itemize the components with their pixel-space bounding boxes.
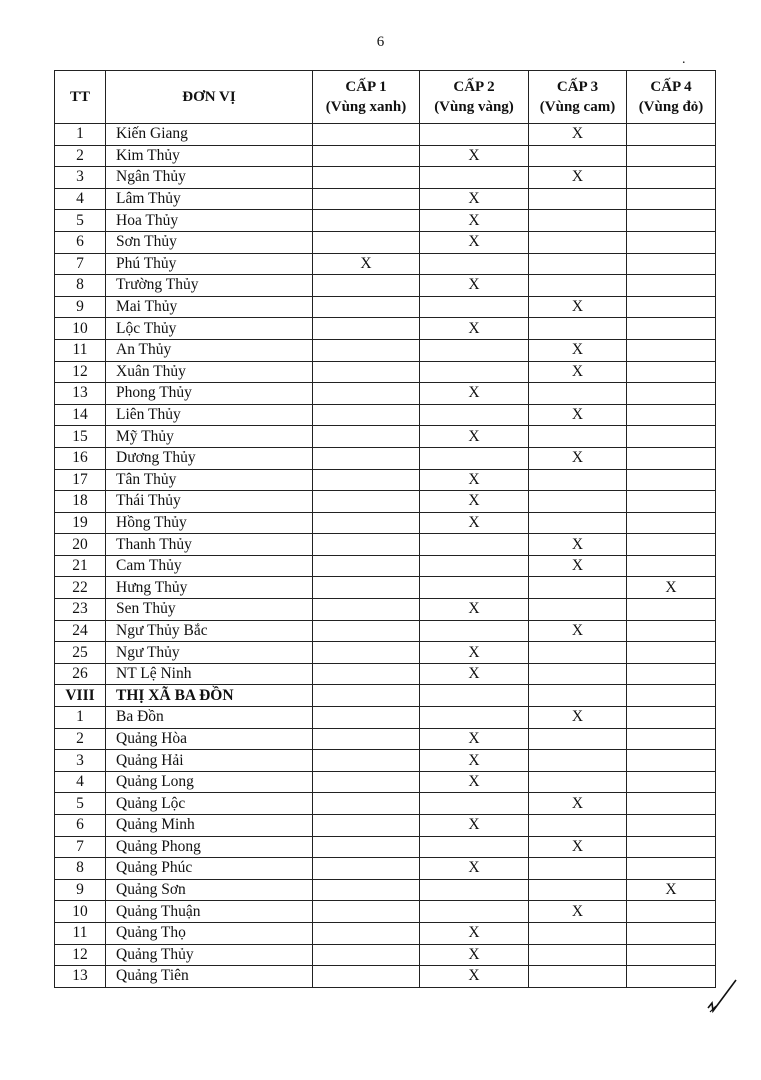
level-2-cell [420, 447, 529, 469]
level-3-cell [529, 253, 627, 275]
unit-name: Phú Thủy [106, 253, 313, 275]
row-number: 21 [55, 555, 106, 577]
table-row [55, 447, 716, 469]
level-3-cell [529, 815, 627, 837]
row-number: 3 [55, 167, 106, 189]
level-1-cell [313, 620, 420, 642]
unit-name: Quảng Long [106, 771, 313, 793]
level-3-cell [529, 663, 627, 685]
unit-name: Lâm Thủy [106, 188, 313, 210]
unit-name: Hưng Thủy [106, 577, 313, 599]
level-3-cell [529, 879, 627, 901]
level-1-cell [313, 512, 420, 534]
level-2-cell: X [420, 469, 529, 491]
level-2-cell: X [420, 426, 529, 448]
unit-name: Quảng Hải [106, 750, 313, 772]
header-level-3: CẤP 3 (Vùng cam) [529, 71, 627, 124]
level-1-cell [313, 642, 420, 664]
level-3-cell [529, 512, 627, 534]
level-2-cell: X [420, 491, 529, 513]
table-row [55, 296, 716, 318]
level-3-cell [529, 577, 627, 599]
level-1-cell [313, 771, 420, 793]
unit-name: Trường Thủy [106, 275, 313, 297]
level-1-cell [313, 188, 420, 210]
row-number: 2 [55, 728, 106, 750]
level-1-cell [313, 555, 420, 577]
level-3-cell: X [529, 707, 627, 729]
row-number: 9 [55, 879, 106, 901]
unit-name: Quảng Thủy [106, 944, 313, 966]
level-4-cell: X [627, 577, 716, 599]
table-row [55, 534, 716, 556]
level-4-cell [627, 404, 716, 426]
header-level-2: CẤP 2 (Vùng vàng) [420, 71, 529, 124]
level-4-cell [627, 188, 716, 210]
level-4-cell [627, 771, 716, 793]
row-number: 6 [55, 231, 106, 253]
level-2-cell: X [420, 145, 529, 167]
level-3-cell: X [529, 339, 627, 361]
level-4-cell [627, 231, 716, 253]
level-3-cell [529, 966, 627, 988]
level-3-cell [529, 210, 627, 232]
level-4-cell [627, 815, 716, 837]
level-2-cell [420, 879, 529, 901]
table-row [55, 426, 716, 448]
row-number: 9 [55, 296, 106, 318]
section-row [55, 685, 716, 707]
level-2-cell: X [420, 512, 529, 534]
level-1-cell [313, 815, 420, 837]
level-3-cell: X [529, 901, 627, 923]
row-number: 12 [55, 944, 106, 966]
level-1-cell [313, 231, 420, 253]
unit-name: Quảng Hòa [106, 728, 313, 750]
level-4-cell [627, 836, 716, 858]
row-number: 2 [55, 145, 106, 167]
level-3-cell [529, 491, 627, 513]
level-3-cell [529, 728, 627, 750]
level-3-cell: X [529, 404, 627, 426]
level-4-cell [627, 901, 716, 923]
level-4-cell [627, 426, 716, 448]
level-2-cell: X [420, 858, 529, 880]
level-4-cell [627, 361, 716, 383]
table-row [55, 771, 716, 793]
level-4-cell [627, 922, 716, 944]
unit-name: Hồng Thủy [106, 512, 313, 534]
unit-name: Thanh Thủy [106, 534, 313, 556]
level-3-cell [529, 231, 627, 253]
table-row [55, 361, 716, 383]
level-2-cell: X [420, 383, 529, 405]
level-2-cell [420, 361, 529, 383]
level-4-cell [627, 534, 716, 556]
level-1-cell [313, 577, 420, 599]
level-4-cell [627, 620, 716, 642]
unit-name: Quảng Tiên [106, 966, 313, 988]
level-2-cell [420, 901, 529, 923]
row-number: 8 [55, 858, 106, 880]
level-3-cell [529, 685, 627, 707]
table-row [55, 944, 716, 966]
level-1-cell [313, 750, 420, 772]
table-row [55, 793, 716, 815]
unit-name: Kim Thủy [106, 145, 313, 167]
table-row [55, 383, 716, 405]
level-1-cell [313, 145, 420, 167]
row-number: 24 [55, 620, 106, 642]
unit-name: Lộc Thủy [106, 318, 313, 340]
table-row [55, 836, 716, 858]
level-3-cell [529, 383, 627, 405]
level-1-cell [313, 383, 420, 405]
row-number: 13 [55, 966, 106, 988]
table-row [55, 512, 716, 534]
header-level-4: CẤP 4 (Vùng đỏ) [627, 71, 716, 124]
unit-name: Kiến Giang [106, 124, 313, 146]
unit-name: Quảng Thuận [106, 901, 313, 923]
stray-mark: . [682, 52, 686, 67]
signature-mark [700, 978, 740, 1018]
level-3-cell: X [529, 620, 627, 642]
row-number: 26 [55, 663, 106, 685]
level-1-cell [313, 685, 420, 707]
table-row [55, 124, 716, 146]
table-row [55, 901, 716, 923]
table-row [55, 879, 716, 901]
level-2-cell: X [420, 922, 529, 944]
unit-name: Ngư Thủy [106, 642, 313, 664]
level-1-cell [313, 339, 420, 361]
level-4-cell [627, 491, 716, 513]
level-2-cell [420, 296, 529, 318]
unit-name: Hoa Thủy [106, 210, 313, 232]
level-1-cell [313, 534, 420, 556]
level-1-cell [313, 426, 420, 448]
level-2-cell: X [420, 231, 529, 253]
level-4-cell [627, 318, 716, 340]
level-2-cell [420, 793, 529, 815]
row-number: 6 [55, 815, 106, 837]
level-2-cell [420, 167, 529, 189]
row-number: 3 [55, 750, 106, 772]
level-3-cell [529, 318, 627, 340]
level-3-cell [529, 145, 627, 167]
table-row [55, 750, 716, 772]
level-2-cell: X [420, 599, 529, 621]
row-number: 19 [55, 512, 106, 534]
header-tt: TT [55, 71, 106, 124]
level-1-cell [313, 944, 420, 966]
level-4-cell [627, 555, 716, 577]
level-2-cell: X [420, 210, 529, 232]
level-2-cell [420, 404, 529, 426]
page-number: 6 [376, 34, 385, 50]
unit-name: Quảng Minh [106, 815, 313, 837]
table-row [55, 555, 716, 577]
row-number: 11 [55, 339, 106, 361]
table-row [55, 491, 716, 513]
level-4-cell [627, 858, 716, 880]
level-1-cell [313, 663, 420, 685]
header-level-1: CẤP 1 (Vùng xanh) [313, 71, 420, 124]
unit-name: Mỹ Thủy [106, 426, 313, 448]
table-row [55, 966, 716, 988]
level-4-cell [627, 447, 716, 469]
zone-classification-table [54, 70, 716, 988]
level-3-cell [529, 771, 627, 793]
level-2-cell [420, 577, 529, 599]
row-number: 10 [55, 318, 106, 340]
level-3-cell [529, 469, 627, 491]
level-4-cell [627, 296, 716, 318]
row-number: 23 [55, 599, 106, 621]
level-4-cell: X [627, 879, 716, 901]
level-2-cell [420, 620, 529, 642]
level-2-cell: X [420, 750, 529, 772]
level-4-cell [627, 642, 716, 664]
row-number: 18 [55, 491, 106, 513]
level-1-cell [313, 318, 420, 340]
level-4-cell [627, 728, 716, 750]
level-1-cell [313, 124, 420, 146]
row-number: 7 [55, 836, 106, 858]
row-number: 8 [55, 275, 106, 297]
row-number: 14 [55, 404, 106, 426]
row-number: 25 [55, 642, 106, 664]
level-1-cell [313, 599, 420, 621]
table-row [55, 728, 716, 750]
row-number: VIII [55, 685, 106, 707]
level-1-cell [313, 167, 420, 189]
level-2-cell: X [420, 771, 529, 793]
level-4-cell [627, 124, 716, 146]
table-row [55, 253, 716, 275]
table-row [55, 858, 716, 880]
level-3-cell: X [529, 124, 627, 146]
level-4-cell [627, 707, 716, 729]
level-4-cell [627, 167, 716, 189]
level-2-cell [420, 707, 529, 729]
level-1-cell [313, 491, 420, 513]
level-4-cell [627, 599, 716, 621]
unit-name: Sơn Thủy [106, 231, 313, 253]
level-3-cell [529, 275, 627, 297]
table-header-row [55, 71, 716, 124]
level-1-cell [313, 404, 420, 426]
unit-name: Ngân Thủy [106, 167, 313, 189]
level-2-cell: X [420, 188, 529, 210]
level-3-cell: X [529, 836, 627, 858]
level-3-cell: X [529, 447, 627, 469]
level-2-cell: X [420, 966, 529, 988]
level-4-cell [627, 944, 716, 966]
level-1-cell [313, 901, 420, 923]
level-3-cell [529, 188, 627, 210]
table-row [55, 922, 716, 944]
unit-name: Sen Thủy [106, 599, 313, 621]
row-number: 7 [55, 253, 106, 275]
level-1-cell [313, 296, 420, 318]
level-3-cell [529, 750, 627, 772]
table-row [55, 210, 716, 232]
level-2-cell: X [420, 663, 529, 685]
row-number: 5 [55, 793, 106, 815]
level-4-cell [627, 145, 716, 167]
level-2-cell: X [420, 275, 529, 297]
unit-name: Ba Đồn [106, 707, 313, 729]
level-1-cell [313, 922, 420, 944]
level-2-cell [420, 836, 529, 858]
table-row [55, 620, 716, 642]
level-1-cell [313, 858, 420, 880]
table-row [55, 663, 716, 685]
unit-name: Dương Thủy [106, 447, 313, 469]
level-4-cell [627, 469, 716, 491]
level-3-cell: X [529, 167, 627, 189]
level-2-cell: X [420, 642, 529, 664]
level-4-cell [627, 383, 716, 405]
level-1-cell [313, 447, 420, 469]
level-4-cell [627, 275, 716, 297]
level-3-cell [529, 922, 627, 944]
row-number: 20 [55, 534, 106, 556]
level-4-cell [627, 793, 716, 815]
level-2-cell [420, 253, 529, 275]
unit-name: Tân Thủy [106, 469, 313, 491]
row-number: 13 [55, 383, 106, 405]
row-number: 16 [55, 447, 106, 469]
level-4-cell [627, 663, 716, 685]
level-2-cell: X [420, 944, 529, 966]
row-number: 4 [55, 188, 106, 210]
table-row [55, 815, 716, 837]
level-1-cell: X [313, 253, 420, 275]
level-4-cell [627, 339, 716, 361]
level-3-cell [529, 858, 627, 880]
table-row [55, 231, 716, 253]
level-4-cell [627, 512, 716, 534]
level-2-cell [420, 339, 529, 361]
level-3-cell: X [529, 793, 627, 815]
table-row [55, 577, 716, 599]
level-1-cell [313, 707, 420, 729]
table-row [55, 167, 716, 189]
table-row [55, 707, 716, 729]
unit-name: Mai Thủy [106, 296, 313, 318]
unit-name: Xuân Thủy [106, 361, 313, 383]
row-number: 15 [55, 426, 106, 448]
level-3-cell: X [529, 555, 627, 577]
level-1-cell [313, 210, 420, 232]
level-3-cell [529, 944, 627, 966]
level-3-cell: X [529, 296, 627, 318]
level-1-cell [313, 836, 420, 858]
level-1-cell [313, 728, 420, 750]
level-1-cell [313, 469, 420, 491]
unit-name: Quảng Lộc [106, 793, 313, 815]
table-row [55, 339, 716, 361]
level-3-cell [529, 642, 627, 664]
unit-name: An Thủy [106, 339, 313, 361]
table-row [55, 275, 716, 297]
table-row [55, 469, 716, 491]
unit-name: THỊ XÃ BA ĐỒN [106, 685, 313, 707]
level-3-cell: X [529, 534, 627, 556]
level-4-cell [627, 253, 716, 275]
table-row [55, 404, 716, 426]
level-3-cell [529, 599, 627, 621]
row-number: 1 [55, 124, 106, 146]
level-1-cell [313, 361, 420, 383]
level-2-cell: X [420, 318, 529, 340]
table-row [55, 642, 716, 664]
unit-name: Quảng Sơn [106, 879, 313, 901]
unit-name: Quảng Thọ [106, 922, 313, 944]
unit-name: Liên Thủy [106, 404, 313, 426]
level-2-cell: X [420, 815, 529, 837]
level-1-cell [313, 966, 420, 988]
level-2-cell [420, 555, 529, 577]
level-4-cell [627, 750, 716, 772]
row-number: 17 [55, 469, 106, 491]
level-2-cell [420, 124, 529, 146]
level-3-cell: X [529, 361, 627, 383]
row-number: 10 [55, 901, 106, 923]
unit-name: Ngư Thủy Bắc [106, 620, 313, 642]
level-1-cell [313, 879, 420, 901]
level-1-cell [313, 793, 420, 815]
level-4-cell [627, 685, 716, 707]
level-2-cell [420, 534, 529, 556]
row-number: 5 [55, 210, 106, 232]
table-row [55, 145, 716, 167]
table-row [55, 318, 716, 340]
unit-name: Phong Thủy [106, 383, 313, 405]
table-row [55, 599, 716, 621]
unit-name: Cam Thủy [106, 555, 313, 577]
row-number: 11 [55, 922, 106, 944]
level-2-cell [420, 685, 529, 707]
unit-name: Quảng Phúc [106, 858, 313, 880]
row-number: 22 [55, 577, 106, 599]
unit-name: Thái Thủy [106, 491, 313, 513]
unit-name: NT Lệ Ninh [106, 663, 313, 685]
level-1-cell [313, 275, 420, 297]
header-unit: ĐƠN VỊ [106, 71, 313, 124]
level-4-cell [627, 210, 716, 232]
row-number: 12 [55, 361, 106, 383]
level-3-cell [529, 426, 627, 448]
row-number: 1 [55, 707, 106, 729]
table-row [55, 188, 716, 210]
level-2-cell: X [420, 728, 529, 750]
row-number: 4 [55, 771, 106, 793]
unit-name: Quảng Phong [106, 836, 313, 858]
